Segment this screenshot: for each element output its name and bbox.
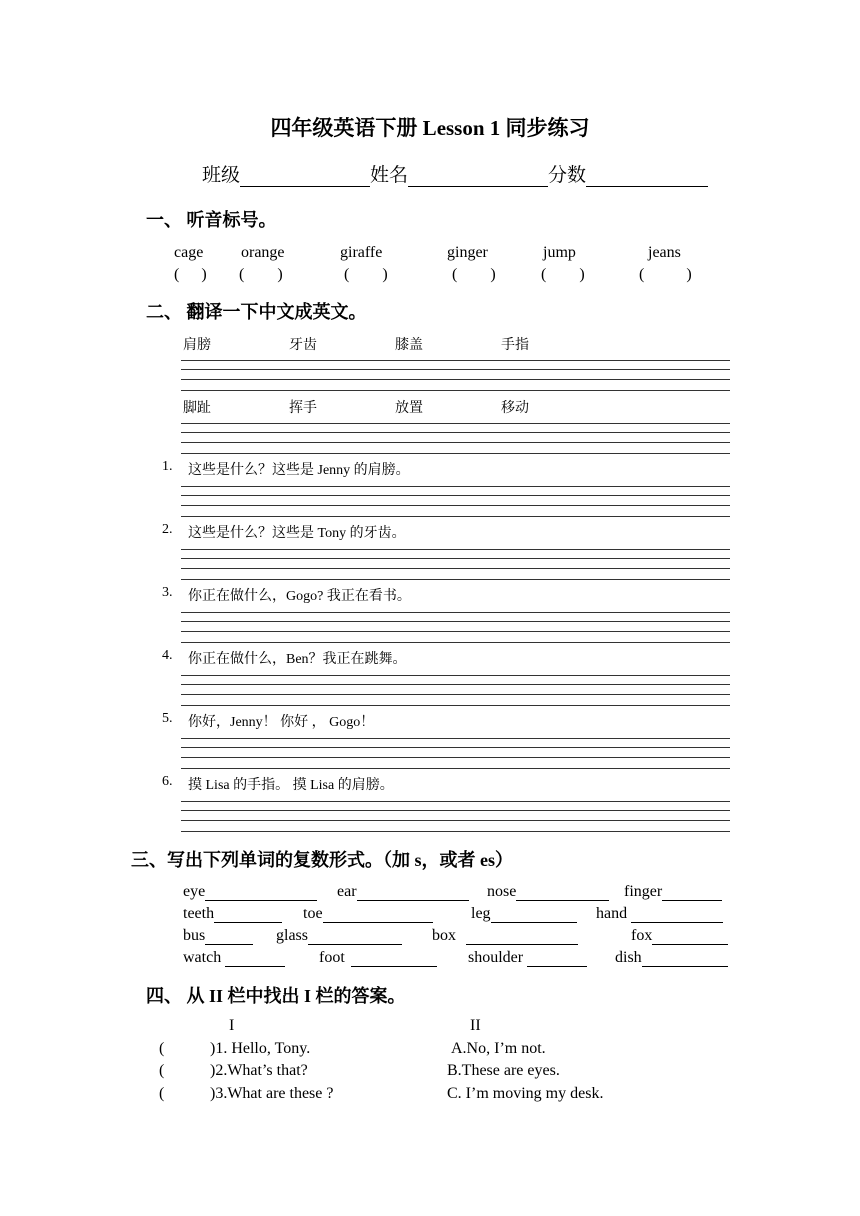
- vocab-finger: 手指: [501, 338, 529, 353]
- writing-line[interactable]: [181, 568, 730, 569]
- plural-word: shoulder: [468, 949, 524, 966]
- writing-line[interactable]: [181, 694, 730, 695]
- plural-item: [615, 949, 728, 967]
- vocab-wave: 挥手: [289, 401, 317, 416]
- paren-close: ): [382, 266, 388, 283]
- plural-item: [596, 905, 723, 923]
- writing-line[interactable]: [181, 369, 730, 370]
- class-label: 班级: [202, 165, 241, 186]
- plural-blank[interactable]: [357, 884, 469, 901]
- sentence-number: 4.: [162, 648, 173, 663]
- section3-heading: 三、写出下列单词的复数形式。（加 s，或者 es）: [131, 850, 513, 870]
- answer-paren[interactable]: [639, 266, 692, 284]
- plural-item: [487, 883, 609, 901]
- sentence-number: 3.: [162, 585, 173, 600]
- plural-item: [468, 949, 587, 967]
- writing-line[interactable]: [181, 801, 730, 802]
- writing-line[interactable]: [181, 705, 730, 706]
- plural-word: foot: [319, 949, 345, 966]
- score-label: 分数: [548, 165, 587, 186]
- vocab-toe: 脚趾: [183, 401, 211, 416]
- plural-item: [303, 905, 433, 923]
- plural-item: [319, 949, 437, 967]
- match-answer: C. I’m moving my desk.: [447, 1085, 604, 1102]
- paren-close: ): [277, 266, 283, 283]
- plural-word: fox: [631, 927, 653, 944]
- page-title: 四年级英语下册 Lesson 1 同步练习: [270, 116, 590, 140]
- plural-blank[interactable]: [527, 950, 587, 967]
- match-answer: A.No, I’m not.: [451, 1040, 546, 1057]
- plural-blank[interactable]: [205, 928, 253, 945]
- plural-blank[interactable]: [631, 906, 723, 923]
- writing-line[interactable]: [181, 442, 730, 443]
- plural-blank[interactable]: [205, 884, 317, 901]
- listen-word-jeans: jeans: [648, 244, 681, 261]
- writing-line[interactable]: [181, 432, 730, 433]
- paren-open: (: [639, 266, 645, 283]
- writing-line[interactable]: [181, 631, 730, 632]
- paren-close: ): [686, 266, 692, 283]
- plural-item: [183, 905, 282, 923]
- sentence-text: 这些是什么？这些是 Tony 的牙齿。: [188, 526, 406, 541]
- answer-paren[interactable]: (: [159, 1085, 165, 1102]
- writing-line[interactable]: [181, 621, 730, 622]
- plural-item: [183, 949, 285, 967]
- answer-paren[interactable]: [239, 266, 283, 284]
- writing-line[interactable]: [181, 495, 730, 496]
- paren-close: ): [490, 266, 496, 283]
- listen-word-orange: orange: [241, 244, 285, 261]
- plural-blank[interactable]: [351, 950, 437, 967]
- vocab-put: 放置: [395, 401, 423, 416]
- answer-paren[interactable]: [174, 266, 207, 284]
- writing-line[interactable]: [181, 558, 730, 559]
- plural-blank[interactable]: [214, 906, 282, 923]
- vocab-move: 移动: [501, 401, 529, 416]
- plural-word: nose: [487, 883, 517, 900]
- writing-line[interactable]: [181, 486, 730, 487]
- plural-blank[interactable]: [652, 928, 728, 945]
- match-question: )3.What are these ?: [210, 1085, 334, 1102]
- name-blank[interactable]: [408, 166, 548, 187]
- plural-item: [471, 905, 577, 923]
- paren-open: (: [174, 266, 180, 283]
- answer-paren[interactable]: (: [159, 1040, 165, 1057]
- sentence-text: 你正在做什么，Gogo? 我正在看书。: [188, 589, 411, 604]
- sentence-text: 你正在做什么，Ben？我正在跳舞。: [188, 652, 407, 667]
- paren-close: ): [579, 266, 585, 283]
- writing-line[interactable]: [181, 684, 730, 685]
- plural-word: ear: [337, 883, 357, 900]
- student-info-line: [202, 160, 708, 187]
- listen-word-cage: cage: [174, 244, 204, 261]
- sentence-text: 你好，Jenny！ 你好 ， Gogo！: [188, 715, 375, 730]
- plural-blank[interactable]: [225, 950, 285, 967]
- section2-heading: 二、 翻译一下中文成英文。: [146, 302, 367, 322]
- writing-line[interactable]: [181, 738, 730, 739]
- score-blank[interactable]: [586, 166, 708, 187]
- answer-paren[interactable]: (: [159, 1062, 165, 1079]
- plural-item: [624, 883, 722, 901]
- plural-word: hand: [596, 905, 628, 922]
- writing-line[interactable]: [181, 579, 730, 580]
- plural-blank[interactable]: [662, 884, 722, 901]
- match-answer: B.These are eyes.: [447, 1062, 560, 1079]
- writing-line[interactable]: [181, 549, 730, 550]
- paren-open: (: [239, 266, 245, 283]
- sentence-text: 摸 Lisa 的手指。 摸 Lisa 的肩膀。: [188, 778, 394, 793]
- plural-word: bus: [183, 927, 206, 944]
- class-blank[interactable]: [240, 166, 370, 187]
- plural-word: finger: [624, 883, 663, 900]
- plural-item: [432, 927, 578, 945]
- plural-word: watch: [183, 949, 222, 966]
- writing-line[interactable]: [181, 453, 730, 454]
- plural-item: [183, 883, 317, 901]
- writing-line[interactable]: [181, 747, 730, 748]
- writing-line[interactable]: [181, 757, 730, 758]
- plural-item: [631, 927, 728, 945]
- plural-blank[interactable]: [516, 884, 609, 901]
- answer-paren[interactable]: [344, 266, 388, 284]
- column-ii-header: II: [470, 1017, 481, 1034]
- plural-blank[interactable]: [323, 906, 433, 923]
- writing-line[interactable]: [181, 360, 730, 361]
- plural-item: [276, 927, 402, 945]
- plural-word: teeth: [183, 905, 215, 922]
- answer-paren[interactable]: [452, 266, 496, 284]
- answer-paren[interactable]: [541, 266, 585, 284]
- plural-item: [337, 883, 469, 901]
- writing-line[interactable]: [181, 612, 730, 613]
- writing-line[interactable]: [181, 675, 730, 676]
- vocab-shoulder: 肩膀: [183, 338, 211, 353]
- plural-word: leg: [471, 905, 491, 922]
- writing-line[interactable]: [181, 810, 730, 811]
- match-question: )1. Hello, Tony.: [210, 1040, 311, 1057]
- plural-word: dish: [615, 949, 642, 966]
- plural-word: eye: [183, 883, 206, 900]
- writing-line[interactable]: [181, 642, 730, 643]
- sentence-number: 2.: [162, 522, 173, 537]
- section4-heading: 四、 从 II 栏中找出 I 栏的答案。: [146, 986, 406, 1006]
- sentence-text: 这些是什么？这些是 Jenny 的肩膀。: [188, 463, 410, 478]
- writing-line[interactable]: [181, 379, 730, 380]
- sentence-number: 6.: [162, 774, 173, 789]
- paren-open: (: [344, 266, 350, 283]
- writing-line[interactable]: [181, 516, 730, 517]
- paren-open: (: [541, 266, 547, 283]
- plural-item: [183, 927, 253, 945]
- plural-word: glass: [276, 927, 308, 944]
- listen-word-jump: jump: [543, 244, 576, 261]
- plural-word: box: [432, 927, 456, 944]
- writing-line[interactable]: [181, 423, 730, 424]
- writing-line[interactable]: [181, 820, 730, 821]
- listen-word-giraffe: giraffe: [340, 244, 383, 261]
- match-question: )2.What’s that?: [210, 1062, 308, 1079]
- plural-blank[interactable]: [642, 950, 728, 967]
- plural-blank[interactable]: [308, 928, 402, 945]
- sentence-number: 5.: [162, 711, 173, 726]
- sentence-number: 1.: [162, 459, 173, 474]
- vocab-knee: 膝盖: [395, 338, 423, 353]
- writing-line[interactable]: [181, 505, 730, 506]
- section1-heading: 一、 听音标号。: [146, 210, 277, 230]
- plural-word: toe: [303, 905, 323, 922]
- writing-line[interactable]: [181, 831, 730, 832]
- name-label: 姓名: [370, 165, 409, 186]
- listen-word-ginger: ginger: [447, 244, 488, 261]
- vocab-teeth: 牙齿: [289, 338, 317, 353]
- plural-blank[interactable]: [466, 928, 578, 945]
- plural-blank[interactable]: [491, 906, 577, 923]
- paren-open: (: [452, 266, 458, 283]
- writing-line[interactable]: [181, 390, 730, 391]
- writing-line[interactable]: [181, 768, 730, 769]
- column-i-header: I: [229, 1017, 235, 1034]
- paren-close: ): [201, 266, 207, 283]
